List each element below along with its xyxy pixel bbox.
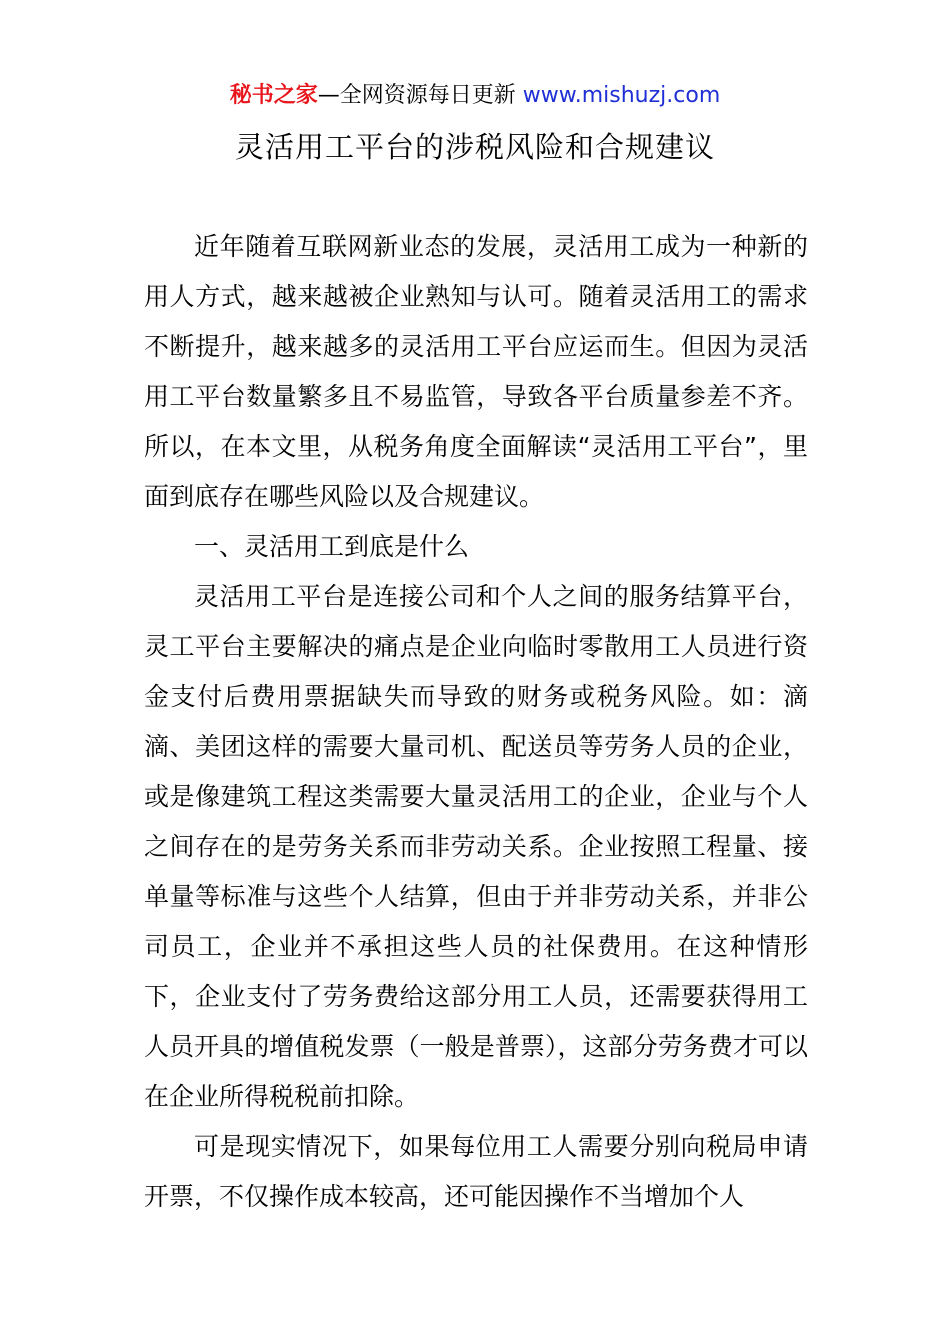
section-heading-1: 一、灵活用工到底是什么 <box>194 532 470 561</box>
site-url-link[interactable]: www.mishuzj.com <box>522 83 721 108</box>
document-body <box>144 222 808 1222</box>
paragraph-3: 可是现实情况下，如果每位用工人需要分别向税局申请开票，不仅操作成本较高，还可能因操作不当增加个人 <box>144 1132 808 1211</box>
site-tagline: —全网资源每日更新 <box>317 83 523 108</box>
document-title: 灵活用工平台的涉税风险和合规建议 <box>234 130 715 164</box>
intro-paragraph: 近年随着互联网新业态的发展，灵活用工成为一种新的用人方式，越来越被企业熟知与认可。随着灵活用工的需求不断提升，越来越多的灵活用工平台应运而生。但因为灵活用工平台数量繁多且不易监管，导致各平台质量参差不齐。所以，在本文里，从税务角度全面解读“灵活用工平台”，里面到底存在哪些风险以及合规建议。 <box>144 232 808 511</box>
section-1-paragraph: 灵活用工平台是连接公司和个人之间的服务结算平台，灵工平台主要解决的痛点是企业向临时零散用工人员进行资金支付后费用票据缺失而导致的财务或税务风险。如：滴滴、美团这样的需要大量司机、配送员等劳务人员的企业，或是像建筑工程这类需要大量灵活用工的企业，企业与个人之间存在的是劳务关系而非劳动关系。企业按照工程量、接单量等标准与这些个人结算，但由于并非劳动关系，并非公司员工，企业并不承担这些人员的社保费用。在这种情形下，企业支付了劳务费给这部分用工人员，还需要获得用工人员开具的增值税发票（一般是普票），这部分劳务费才可以在企业所得税税前扣除。 <box>144 582 808 1111</box>
site-brand: 秘书之家 <box>229 83 318 108</box>
site-header <box>0 80 950 112</box>
